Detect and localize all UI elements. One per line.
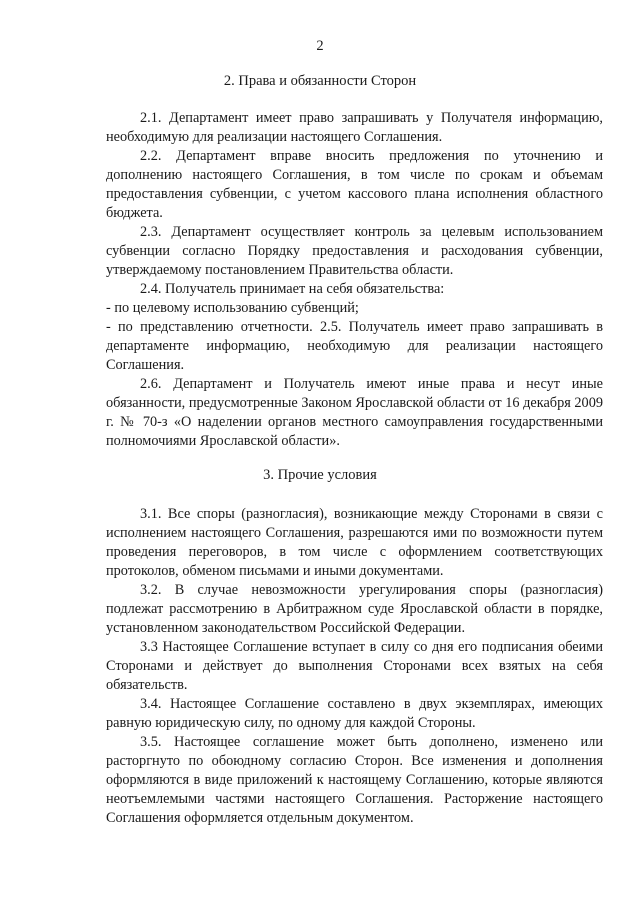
clause-3-2: 3.2. В случае невозможности урегулирования споры (разногласия) подлежат рассмотрению в Арбитражном суде Ярославской области в порядке, установленном законодательством Российской Федерации. <box>106 582 603 636</box>
section-3-body <box>106 505 603 828</box>
section-2-body <box>106 109 603 451</box>
clause-2-2: 2.2. Департамент вправе вносить предложения по уточнению и дополнению настоящего Соглашения, в том числе по срокам и объемам предоставления субвенции, с учетом кассового плана исполнения областного бюджета. <box>106 148 603 221</box>
section-2-heading: 2. Права и обязанности Сторон <box>223 73 417 89</box>
clause-3-1: 3.1. Все споры (разногласия), возникающие между Сторонами в связи с исполнением настоящего Соглашения, разрешаются ими по возможности путем проведения переговоров, в том числе с оформлением соответствующих протоколов, обменом письмами и иными документами. <box>106 506 603 579</box>
clause-2-3: 2.3. Департамент осуществляет контроль за целевым использованием субвенции согласно Порядку предоставления и расходования субвенции, утверждаемому постановлением Правительства области. <box>106 224 603 278</box>
page-number: 2 <box>316 38 324 54</box>
clause-2-4: 2.4. Получатель принимает на себя обязательства: <box>140 281 445 297</box>
clause-3-3: 3.3 Настоящее Соглашение вступает в силу со дня его подписания обеими Сторонами и действует до выполнения Сторонами всех взятых на себя обязательств. <box>106 639 603 693</box>
clause-2-6: 2.6. Департамент и Получатель имеют иные права и несут иные обязанности, предусмотренные Законом Ярославской области от 16 декабря 2009 г. № 70-з «О наделении органов местного самоуправления государственными полномочиями Ярославской области». <box>106 376 603 449</box>
clause-2-1: 2.1. Департамент имеет право запрашивать у Получателя информацию, необходимую для реализации настоящего Соглашения. <box>106 110 603 145</box>
obligation-item-1: - по целевому использованию субвенций; <box>106 300 359 316</box>
obligation-item-2: - по представлению отчетности. 2.5. Получатель имеет право запрашивать в департаменте информацию, необходимую для реализации настоящего Соглашения. <box>106 319 603 373</box>
clause-3-5: 3.5. Настоящее соглашение может быть дополнено, изменено или расторгнуто по обоюдному согласию Сторон. Все изменения и дополнения оформляются в виде приложений к настоящему Соглашению, которые являются неотъемлемыми частями настоящего Соглашения. Расторжение настоящего Соглашения оформляется отдельным документом. <box>106 734 603 826</box>
clause-3-4: 3.4. Настоящее Соглашение составлено в двух экземплярах, имеющих равную юридическую силу, по одному для каждой Стороны. <box>106 696 603 731</box>
section-3-heading: 3. Прочие условия <box>263 467 377 483</box>
